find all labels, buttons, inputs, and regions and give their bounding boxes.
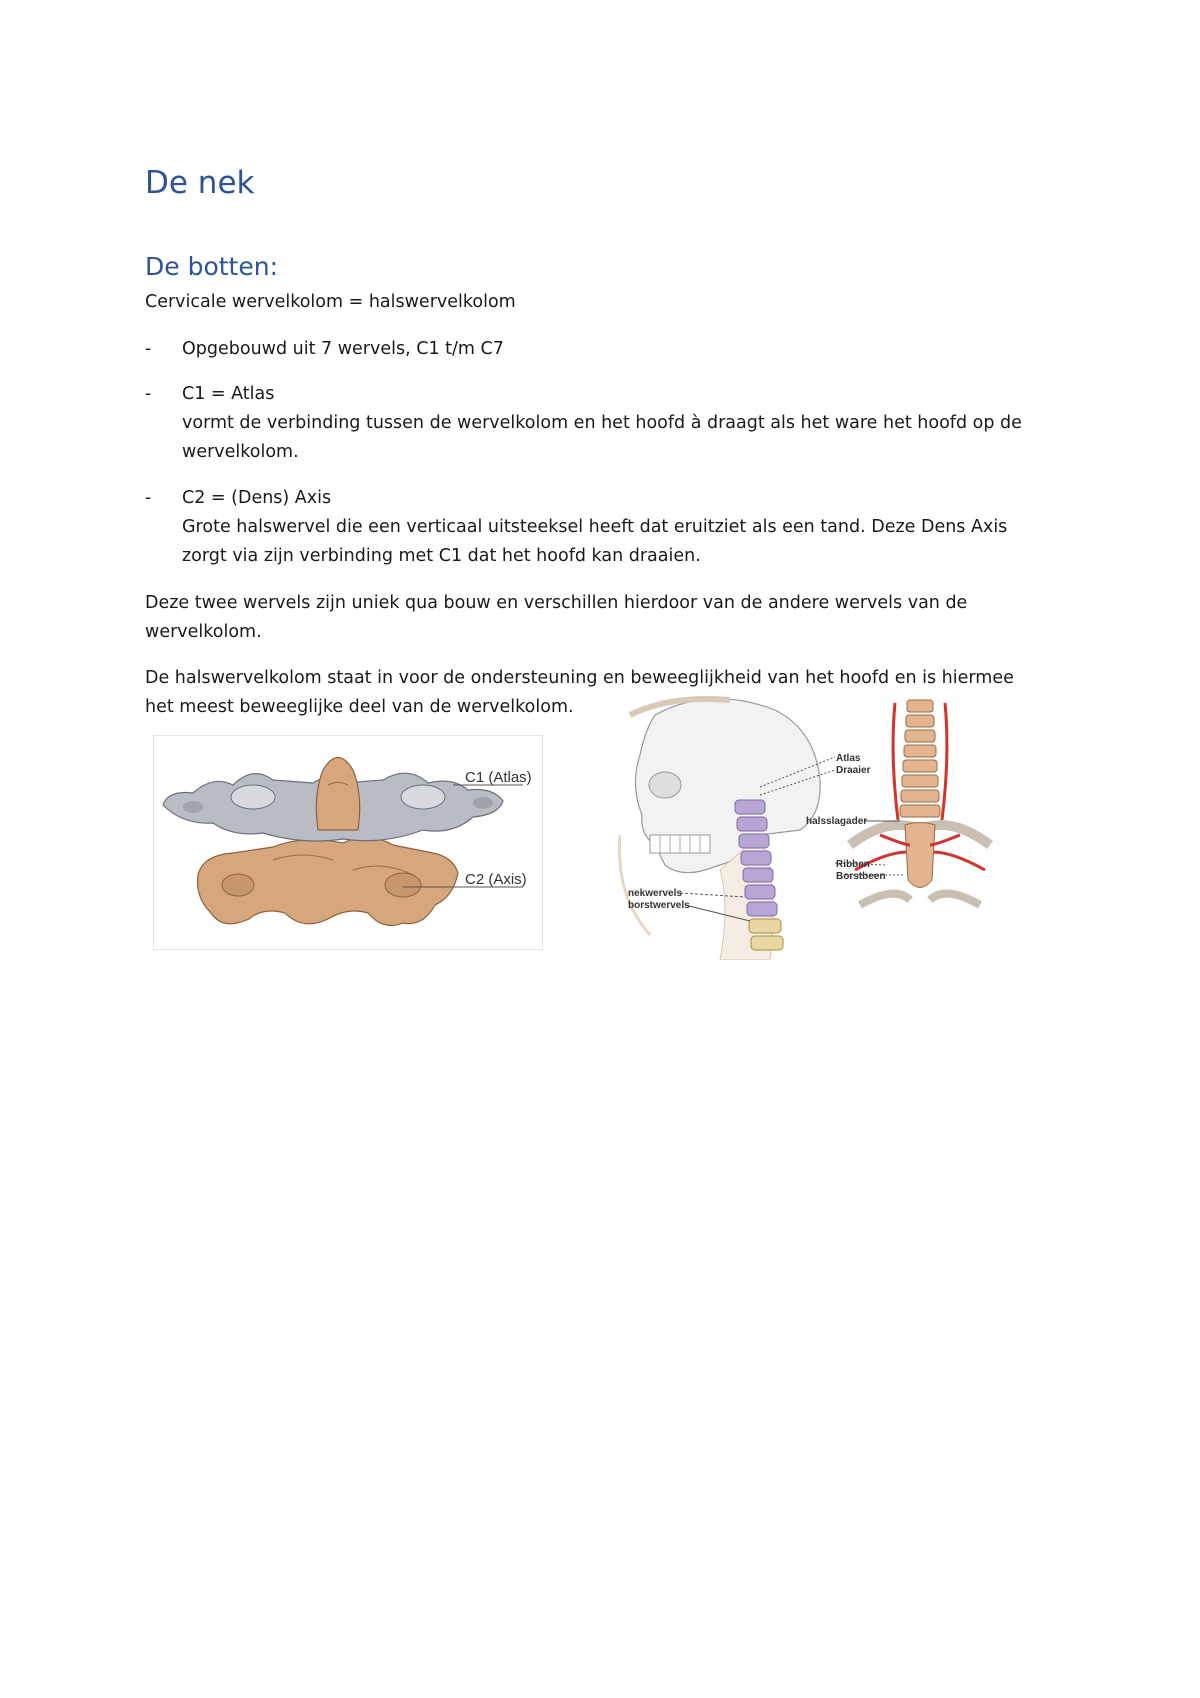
paragraph-line: wervelkolom.	[145, 622, 262, 642]
bullet-line: vormt de verbinding tussen de wervelkolom en het hoofd à draagt als het ware het hoofd op de	[182, 413, 1022, 433]
bullet-line: Grote halswervel die een verticaal uitsteeksel heeft dat eruitziet als een tand. Deze Dens Axis	[182, 517, 1008, 537]
nekwervels-label: nekwervels	[628, 888, 682, 899]
ribben-label: Ribben	[836, 859, 870, 870]
bullet-item	[145, 380, 1065, 467]
bullet-line: wervelkolom.	[182, 442, 299, 462]
bullet-item	[145, 484, 1065, 571]
borstwervels-label: borstwervels	[628, 900, 690, 911]
draaier-label: Draaier	[836, 765, 871, 776]
neck-anatomy-illustration	[610, 695, 1030, 960]
paragraph	[145, 589, 1065, 647]
bullet-dash: -	[145, 339, 152, 359]
bullet-dash: -	[145, 488, 152, 508]
section-heading: De botten:	[145, 252, 278, 281]
paragraph-line: Deze twee wervels zijn uniek qua bouw en verschillen hierdoor van de andere wervels van de	[145, 593, 968, 613]
page-title: De nek	[145, 165, 255, 201]
atlas-label: Atlas	[836, 753, 861, 764]
bullet-line: zorgt via zijn verbinding met C1 dat het hoofd kan draaien.	[182, 546, 701, 566]
intro-line: Cervicale wervelkolom = halswervelkolom	[145, 292, 516, 312]
c2-label: C2 (Axis)	[465, 871, 527, 888]
bullet-dash: -	[145, 384, 152, 404]
bullet-item	[145, 335, 1065, 364]
borstbeen-label: Borstbeen	[836, 871, 886, 882]
paragraph-line: De halswervelkolom staat in voor de ondersteuning en beweeglijkheid van het hoofd en is hiermee	[145, 668, 1014, 688]
c1-label: C1 (Atlas)	[465, 769, 532, 786]
vertebrae-illustration	[153, 735, 543, 950]
bullet-line: Opgebouwd uit 7 wervels, C1 t/m C7	[182, 339, 504, 359]
paragraph-line: het meest beweeglijke deel van de wervelkolom.	[145, 697, 574, 717]
halsslagader-label: halsslagader	[806, 816, 868, 827]
bullet-line: C1 = Atlas	[182, 384, 275, 404]
bullet-line: C2 = (Dens) Axis	[182, 488, 332, 508]
